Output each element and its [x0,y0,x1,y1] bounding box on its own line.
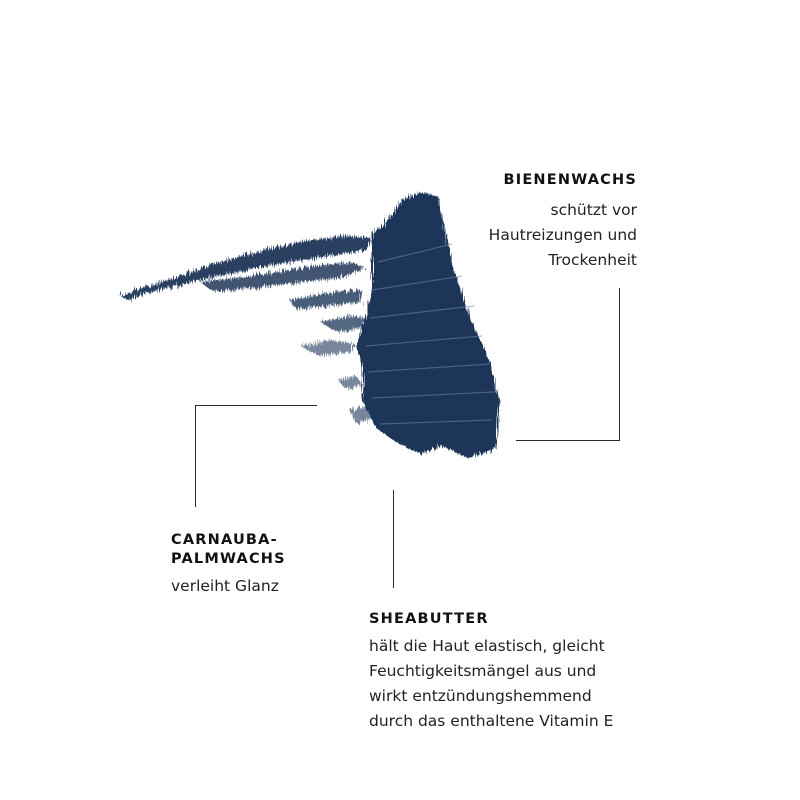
carnauba-leader-vertical [195,405,196,507]
sheabutter-leader-vertical [393,490,394,588]
carnauba-title: CARNAUBA- PALMWACHS [171,532,286,567]
carnauba-leader-horizontal [195,405,317,406]
sheabutter-title: SHEABUTTER [369,611,489,627]
carnauba-description: verleiht Glanz [171,577,279,595]
bienenwachs-leader-vertical [619,288,620,440]
sheabutter-description: hält die Haut elastisch, gleicht Feuchtigkeitsmängel aus und wirkt entzündungshemmend durch das enthaltene Vitamin E [369,637,614,730]
bienenwachs-description: schützt vor Hautreizungen und Trockenheit [488,201,637,269]
bienenwachs-title: BIENENWACHS [503,172,637,188]
bienenwachs-leader-horizontal [516,440,620,441]
